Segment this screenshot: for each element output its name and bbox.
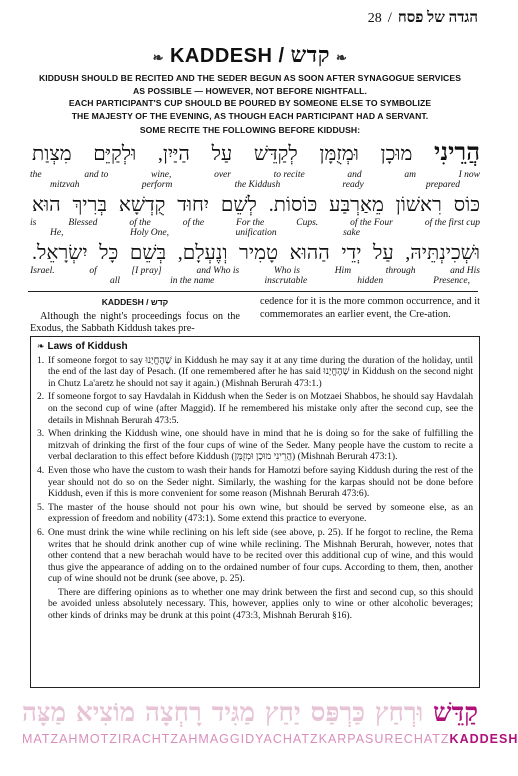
- instructions: [30, 72, 470, 137]
- seder-steps-hebrew: [22, 694, 478, 730]
- step-urechatz: URECHATZ: [374, 732, 450, 746]
- title-english: KADDESH /: [169, 45, 291, 67]
- gloss-word: through: [385, 266, 416, 276]
- commentary-col-1: [30, 296, 240, 336]
- gloss-word: all: [110, 276, 121, 286]
- gloss-word: in the name: [170, 276, 215, 286]
- step-hebrew-kaddesh: קַדֵּשׁ: [433, 698, 478, 727]
- step-hebrew-matzah: מַצָּה: [22, 698, 67, 727]
- gloss-word: is: [30, 218, 37, 228]
- seder-steps-english: [22, 732, 518, 746]
- gloss-word: of the: [129, 218, 151, 228]
- gloss-word: He,: [50, 228, 64, 238]
- gloss-word: For the: [236, 218, 265, 228]
- instruction-line: EACH PARTICIPANT'S CUP SHOULD BE POURED BY SOMEONE ELSE TO SYMBOLIZE: [68, 98, 432, 108]
- gloss-line-3b: [30, 276, 480, 286]
- gloss-line-3: [30, 266, 480, 276]
- instruction-line: THE MAJESTY OF THE EVENING, AS THOUGH EACH PARTICIPANT HAD A SERVANT.: [71, 110, 429, 121]
- instruction-line: KIDDUSH SHOULD BE RECITED AND THE SEDER BEGUN AS SOON AFTER SYNAGOGUE SERVICES: [38, 73, 462, 83]
- prayer-line-3: וּשְׁכִינְתֵּיהּ, עַל יְדֵי הַהוּא טָמִיר וְנֶעְלָם, בְּשֵׁם כָּל יִשְׂרָאֵל.: [32, 242, 480, 264]
- gloss-word: unification: [235, 228, 277, 238]
- gloss-word: perform: [141, 180, 173, 190]
- gloss-word: to recite: [273, 170, 305, 180]
- step-hebrew-motzi: מוֹצִיא: [75, 698, 136, 727]
- prayer-line-1: [32, 142, 480, 165]
- law-item: 5. The master of the house should not pour his own wine, but should be served by someone else, as an expression of freedom and nobility (473:1). Some extend this practice to everyone.: [37, 501, 473, 525]
- law-extra-paragraph: There are differing opinions as to whether one may drink between the first and second cup, so this should be avoided unless absolutely necessary. This, however, applies only to wine or other alcoholic beverages; other kinds of drinks may be drunk at this point (473:3, Mishnah Berurah §16).: [48, 586, 473, 622]
- gloss-line-2b: [30, 228, 480, 238]
- step-hebrew-urechatz: וּרְחַץ: [374, 698, 424, 727]
- step-yachatz: YACHATZ: [255, 732, 319, 746]
- gloss-word: and: [347, 170, 362, 180]
- gloss-word: of the first cup: [424, 218, 480, 228]
- gloss-line-1b: [30, 180, 480, 190]
- gloss-word: and to: [84, 170, 109, 180]
- running-head-title: הגדה של פסח: [397, 10, 478, 26]
- gloss-word: wine,: [151, 170, 172, 180]
- gloss-word: mitzvah: [50, 180, 80, 190]
- instruction-line: AS POSSIBLE — HOWEVER, NOT BEFORE NIGHTFALL.: [132, 85, 368, 96]
- gloss-word: over: [214, 170, 231, 180]
- step-hebrew-karpas: כַּרְפַּס: [310, 698, 365, 727]
- law-item: 2. If someone forgot to say Havdalah in Kiddush when the Seder is on Motzaei Shabbos, he should say Havdalah on the second cup of wine (after Maggid). If he remembered his mistake only after the second cup, see the details in Mishnah Berurah 473:5.: [37, 391, 473, 426]
- gloss-word: am: [404, 170, 416, 180]
- step-rachtzah: RACHTZAH: [122, 732, 199, 746]
- page-number: 28: [367, 11, 382, 26]
- gloss-word: of the: [182, 218, 205, 228]
- gloss-word: ready: [342, 180, 364, 190]
- prayer-first-word: הֲרֵינִי: [434, 140, 481, 166]
- laws-title: ❧ Laws of Kiddush: [37, 341, 128, 352]
- prayer-line-1-text: מוּכָן וּמְזֻמָּן לְקַדֵּשׁ עַל הַיַּיִן, וּלְקַיֵּם מִצְוַת: [32, 143, 413, 165]
- ornament-left-icon: ❧: [152, 50, 164, 65]
- divider: [28, 291, 478, 292]
- gloss-word: Blessed: [68, 218, 98, 228]
- gloss-word: Holy One,: [129, 228, 169, 238]
- gloss-word: the: [30, 170, 42, 180]
- gloss-word: sake: [343, 228, 360, 238]
- running-head: [22, 10, 478, 32]
- gloss-word: inscrutable: [264, 276, 308, 286]
- gloss-word: Him: [334, 266, 352, 276]
- running-head-separator: /: [387, 10, 392, 26]
- law-item: 4. Even those who have the custom to wash their hands for Hamotzi before saying Kiddush during the rest of the year should not do so on the Seder night. Similarly, the washing for the karpas should not be done before Kiddush, even if this is more convenient for some reason (Mishnah Berurah 473:6).: [37, 464, 473, 500]
- gloss-word: the Kiddush: [234, 180, 281, 190]
- commentary-col-2: cedence for it is the more common occurrence, and it commemorates an earlier event, the Cre-ation.: [260, 296, 480, 320]
- gloss-word: prepared: [425, 180, 460, 190]
- gloss-word: Who is: [273, 266, 300, 276]
- gloss-word: Presence,: [433, 276, 470, 286]
- commentary-heading: KADDESH / קדש: [101, 297, 169, 307]
- commentary-text: Although the night's proceedings focus on the Exodus, the Sabbath Kiddush takes pre-: [30, 310, 240, 334]
- gloss-word: I now: [458, 170, 480, 180]
- law-item: 3. When drinking the Kiddush wine, one should have in mind that he is doing so for the sake of fulfilling the mitzvah of drinking the first of the four cups of wine of the Seder. Many people have the custom to recite a verbal declaration to this effect before Kiddush (הֲרֵינִי מוּכָן וּמְזֻמָּן) (Mishnah Berurah 473:1).: [37, 428, 473, 463]
- gloss-word: [I pray]: [131, 266, 162, 276]
- law-item: 1. If someone forgot to say שֶׁהֶחֱיָנוּ in Kiddush he may say it at any time during the duration of the holiday, until the end of the last day of Pesach. (If one remembered after he has said שֶׁהֶחֱיָנוּ in Kiddush on the second night in Chutz La'aretz he should not say it again.) (Mishnah Berurah 473:1.): [37, 354, 473, 389]
- seder-steps-footer: [22, 694, 518, 764]
- ornament-icon: ❧: [37, 341, 45, 351]
- gloss-word: Israel.: [30, 266, 55, 276]
- gloss-line-1: [30, 170, 480, 180]
- step-hebrew-maggid: מַגִּיד: [211, 698, 256, 727]
- step-maggid: MAGGID: [198, 732, 256, 746]
- gloss-word: Cups.: [296, 218, 319, 228]
- laws-box: [30, 336, 480, 688]
- step-matzah: MATZAH: [22, 732, 79, 746]
- instruction-subline: SOME RECITE THE FOLLOWING BEFORE KIDDUSH:: [139, 125, 361, 135]
- prayer-line-2: כּוֹס רִאשׁוֹן מֵאַרְבַּע כּוֹסוֹת. לְשֵׁם יִחוּד קֻדְשָׁא בְּרִיךְ הוּא: [32, 194, 480, 216]
- laws-list: [37, 355, 473, 585]
- gloss-word: of the Four: [350, 218, 393, 228]
- title-hebrew: קדש: [290, 42, 330, 67]
- step-hebrew-yachatz: יַחַץ: [264, 698, 301, 727]
- step-kaddesh: KADDESH: [449, 732, 518, 746]
- gloss-word: hidden: [357, 276, 384, 286]
- law-item: 6. One must drink the wine while reclining on his left side (see above, p. 25). If he forgot to recline, the Rema writes that he should drink another cup of wine while reclining. The Mishnah Berurah, however, notes that other contend that a new berachah would have to be recited over this additional cup of wine, and this would thus give the appearance of adding on to the ordained number of four cups. According to them, then, another cup of wine should not be drunk (see above, p. 25).: [37, 526, 473, 585]
- section-title: [0, 42, 500, 68]
- gloss-word: and Who is: [196, 266, 240, 276]
- step-karpas: KARPAS: [318, 732, 375, 746]
- gloss-word: and His: [450, 266, 480, 276]
- step-motzi: MOTZI: [78, 732, 123, 746]
- step-hebrew-rachtzah: רָחְצָה: [145, 698, 202, 727]
- gloss-word: of: [89, 266, 97, 276]
- gloss-line-2: [30, 218, 480, 228]
- ornament-right-icon: ❧: [336, 50, 348, 65]
